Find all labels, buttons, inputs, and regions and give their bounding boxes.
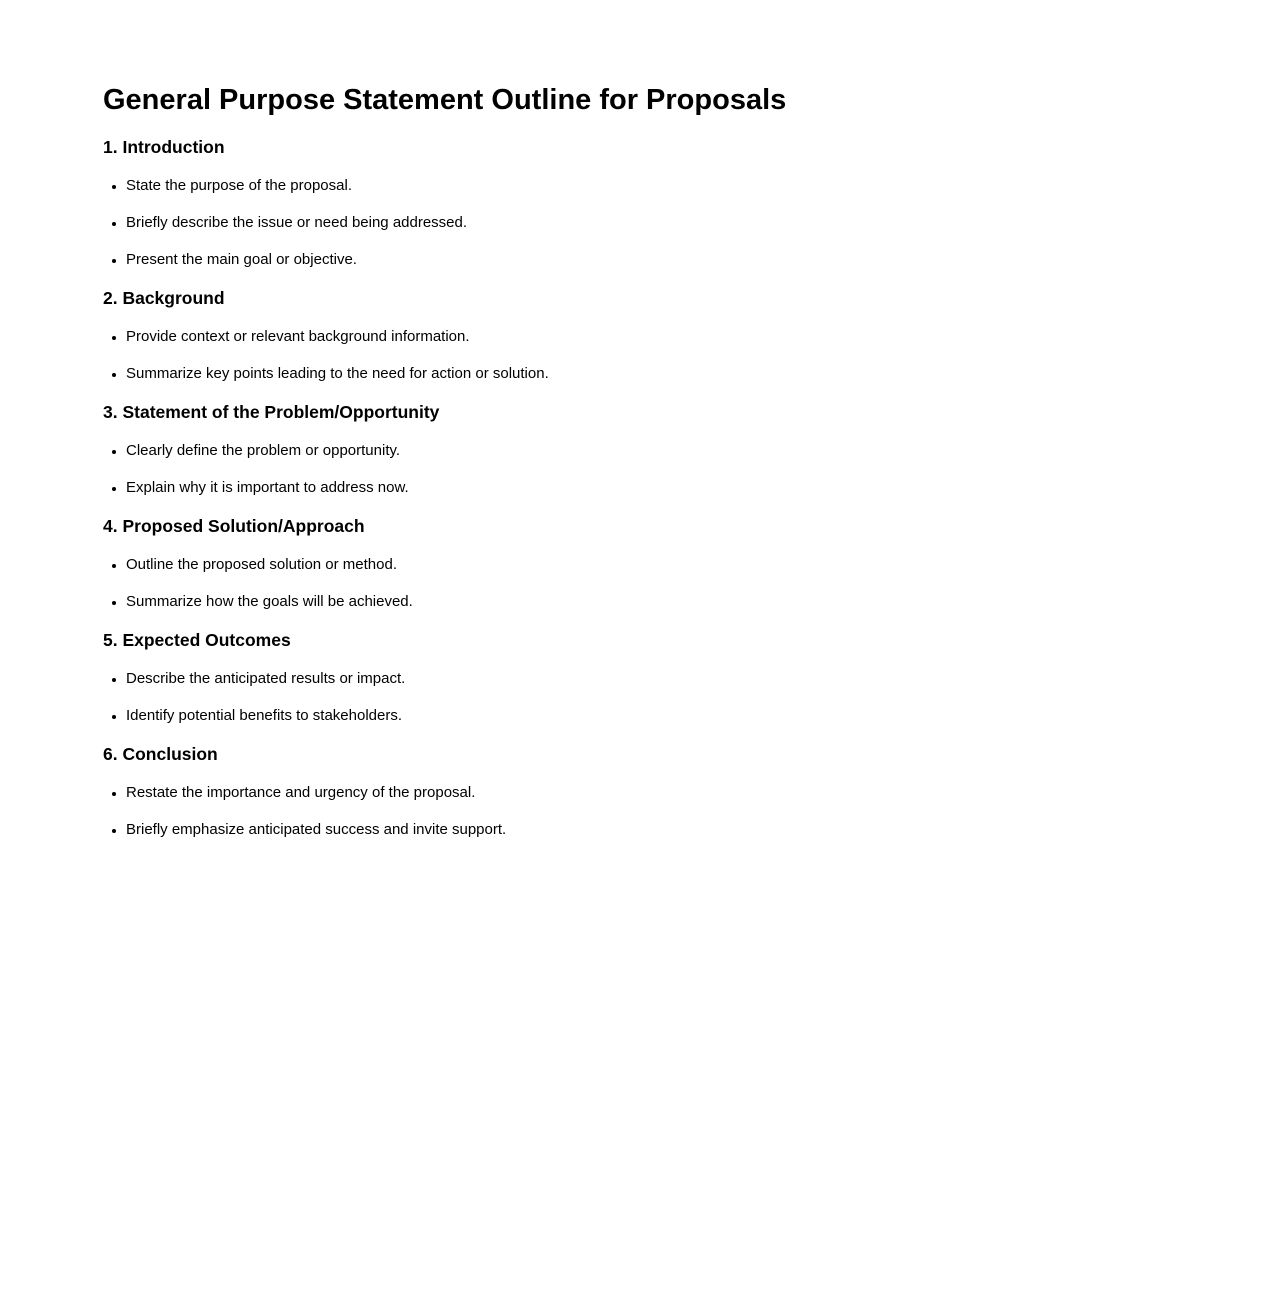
bullet-list [103,669,1158,726]
bullet-item: • Briefly describe the issue or need being addressed. [126,213,1158,233]
document-section [103,629,1158,726]
bullet-item: • Briefly emphasize anticipated success and invite support. [126,820,1158,840]
bullet-item: • Summarize key points leading to the need for action or solution. [126,364,1158,384]
document-section [103,401,1158,498]
bullet-item: • Present the main goal or objective. [126,250,1158,270]
section-heading: 4. Proposed Solution/Approach [103,516,365,536]
bullet-item: • State the purpose of the proposal. [126,176,1158,196]
bullet-item: • Describe the anticipated results or impact. [126,669,1158,689]
section-heading: 5. Expected Outcomes [103,630,291,650]
section-heading: 2. Background [103,288,225,308]
bullet-list [103,555,1158,612]
bullet-list [103,176,1158,270]
bullet-item: • Summarize how the goals will be achieved. [126,592,1158,612]
document-section [103,136,1158,270]
bullet-item: • Clearly define the problem or opportunity. [126,441,1158,461]
bullet-item: • Identify potential benefits to stakeholders. [126,706,1158,726]
bullet-item: • Provide context or relevant background information. [126,327,1158,347]
document-section [103,743,1158,840]
section-heading: 1. Introduction [103,137,225,157]
bullet-item: • Explain why it is important to address now. [126,478,1158,498]
bullet-item: • Restate the importance and urgency of the proposal. [126,783,1158,803]
page-title: General Purpose Statement Outline for Proposals [103,84,787,116]
section-heading: 3. Statement of the Problem/Opportunity [103,402,440,422]
document-section [103,287,1158,384]
document-section [103,515,1158,612]
bullet-list [103,327,1158,384]
bullet-item: • Outline the proposed solution or method. [126,555,1158,575]
bullet-list [103,441,1158,498]
section-heading: 6. Conclusion [103,744,218,764]
document-sections [103,136,1158,840]
bullet-list [103,783,1158,840]
